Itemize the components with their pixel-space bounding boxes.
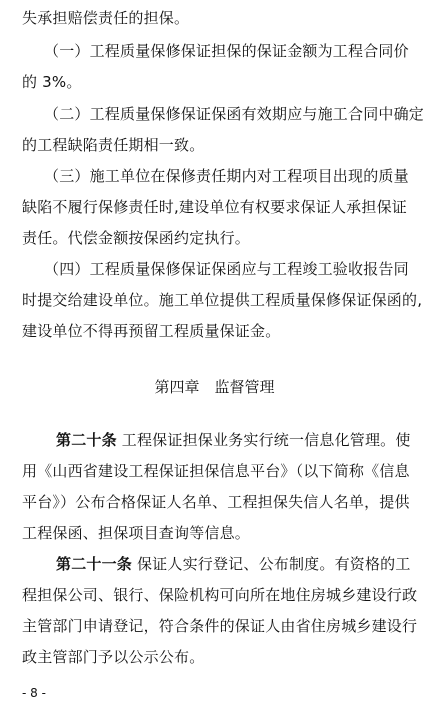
text-line: 失承担赔偿责任的担保。: [22, 9, 190, 27]
article-text: 工程保证担保业务实行统一信息化管理。使: [121, 431, 411, 449]
text-line: 平台》）公布合格保证人名单、工程担保失信人名单，提供: [22, 493, 410, 511]
page-number: - 8 -: [22, 686, 46, 700]
text-line: 的 3%。: [22, 73, 82, 91]
article-text: 保证人实行登记、公布制度。有资格的工: [136, 555, 411, 573]
text-line: （三）施工单位在保修责任期内对工程项目出现的质量: [44, 167, 409, 185]
article-line: [56, 554, 429, 574]
text-line: （二）工程质量保修保证保函有效期应与施工合同中确定: [44, 105, 425, 123]
chapter-heading: 第四章 监督管理: [154, 378, 275, 396]
article-label: 第二十条: [56, 431, 117, 449]
text-line: 政主管部门予以公示公布。: [22, 648, 205, 666]
text-line: 建设单位不得再预留工程质量保证金。: [22, 322, 281, 340]
text-line: 的工程缺陷责任期相一致。: [22, 136, 205, 154]
text-line: 程担保公司、银行、保险机构可向所在地住房城乡建设行政: [22, 586, 418, 604]
text-line: 工程保函、担保项目查询等信息。: [22, 524, 251, 542]
text-line: 主管部门申请登记，符合条件的保证人由省住房城乡建设行: [22, 617, 418, 635]
text-line: 用《山西省建设工程保证担保信息平台》（以下简称《信息: [22, 462, 410, 480]
text-line: 时提交给建设单位。施工单位提供工程质量保修保证保函的,: [22, 291, 423, 309]
text-line: 责任。代偿金额按保函约定执行。: [22, 229, 251, 247]
text-line: （四）工程质量保修保证保函应与工程竣工验收报告同: [44, 260, 409, 278]
article-line: [56, 430, 429, 450]
text-line: （一）工程质量保修保证担保的保证金额为工程合同价: [44, 42, 409, 60]
article-label: 第二十一条: [56, 555, 133, 573]
text-line: 缺陷不履行保修责任时,建设单位有权要求保证人承担保证: [22, 198, 407, 216]
